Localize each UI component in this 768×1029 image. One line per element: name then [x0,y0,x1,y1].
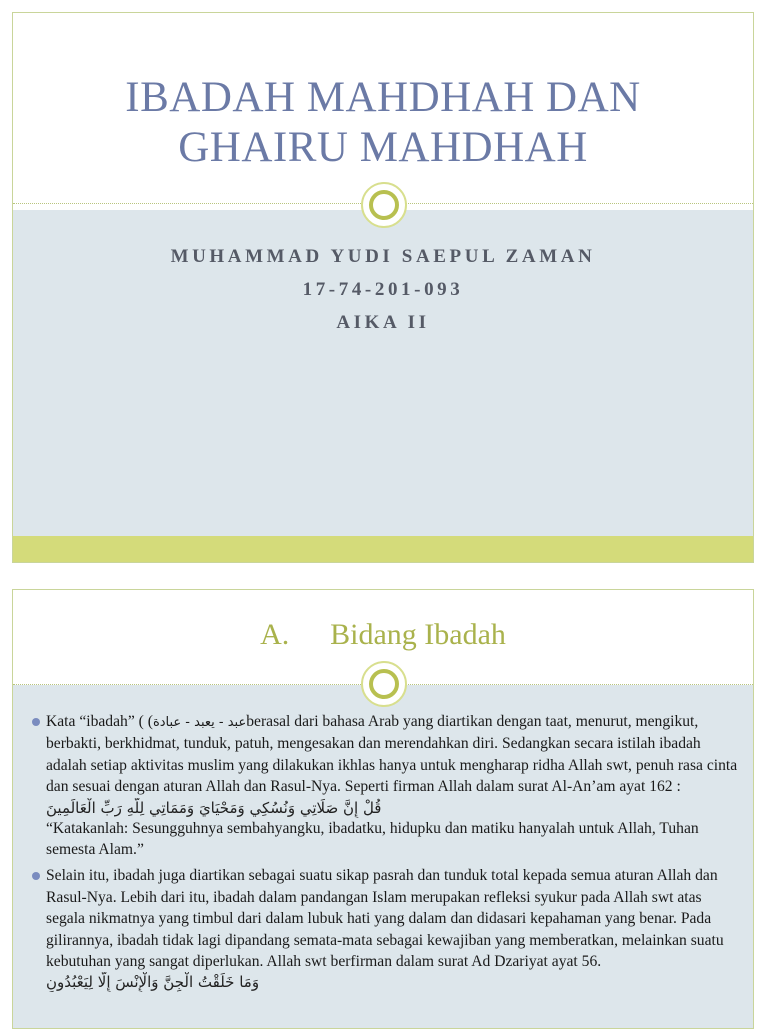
slide-title-line-2: GHAIRU MAHDHAH [178,124,588,171]
student-id: 17-74-201-093 [302,279,464,300]
quran-verse-162: قُلْ إِنَّ صَلَاتِي وَنُسُكِي وَمَحْيَايَ وَمَمَاتِي لِلَّهِ رَبِّ الْعَالَمِينَ [46,798,382,817]
bullet-lead: Kata “ibadah” ( ( [46,713,153,730]
bullet-paragraph: Selain itu, ibadah juga diartikan sebagai suatu sikap pasrah dan tunduk total kepada semua aturan Allah dan Rasul-Nya. Lebih dari itu, ibadah dalam pandangan Islam merupakan refleksi syukur pada Allah swt atas segala nikmatnya yang timbul dari dalam lubuk hati yang dalam dan didasari kepahaman yang benar. Pada gilirannya, ibadah tidak lagi dipandang semata-mata sebagai kewajiban yang memberatkan, melainkan suatu kebutuhan yang sangat diperlukan. Allah swt berfirman dalam surat Ad Dzariyat ayat 56. [46,867,724,971]
course-name: AIKA II [336,312,430,333]
bullet-item [30,711,740,860]
slide-title [13,73,753,173]
author-name: MUHAMMAD YUDI SAEPUL ZAMAN [170,246,596,267]
section-title: Bidang Ibadah [330,618,506,651]
arabic-inline-term: عبد - يعبد - عبادة [152,715,247,730]
bullet-list [30,711,740,997]
footer-bar [13,536,753,562]
ring-ornament-icon [361,661,407,707]
ring-ornament-icon [361,182,407,228]
quran-verse-56: وَمَا خَلَقْتُ الْجِنَّ وَالْإِنْسَ إِلَّا لِيَعْبُدُونِ [46,973,260,992]
title-slide [12,12,754,563]
bullet-item [30,865,740,992]
bullet-dot-icon [32,872,40,880]
bullet-dot-icon [32,718,40,726]
verse-translation: “Katakanlah: Sesungguhnya sembahyangku, ibadatku, hidupku dan matiku hanyalah untuk Allah, Tuhan semesta Alam.” [46,819,699,859]
section-number: A. [260,618,290,651]
slide-title-line-1: IBADAH MAHDHAH DAN [125,74,641,121]
bullet-paragraph [46,711,740,798]
section-heading [13,618,753,652]
subtitle-block [13,246,753,345]
bullet-text: berasal dari bahasa Arab yang diartikan dengan taat, menurut, mengikut, berbakti, berkhidmat, tunduk, patuh, mengesakan dan merendahkan diri. Sedangkan secara istilah ibadah adalah setiap aktivitas muslim yang dilakukan ikhlas hanya untuk mengharap ridha Allah swt, penuh rasa cinta dan sesuai dengan aturan Allah dan Rasul-Nya. Seperti firman Allah dalam surat Al-An’am ayat 162 : [46,713,738,796]
